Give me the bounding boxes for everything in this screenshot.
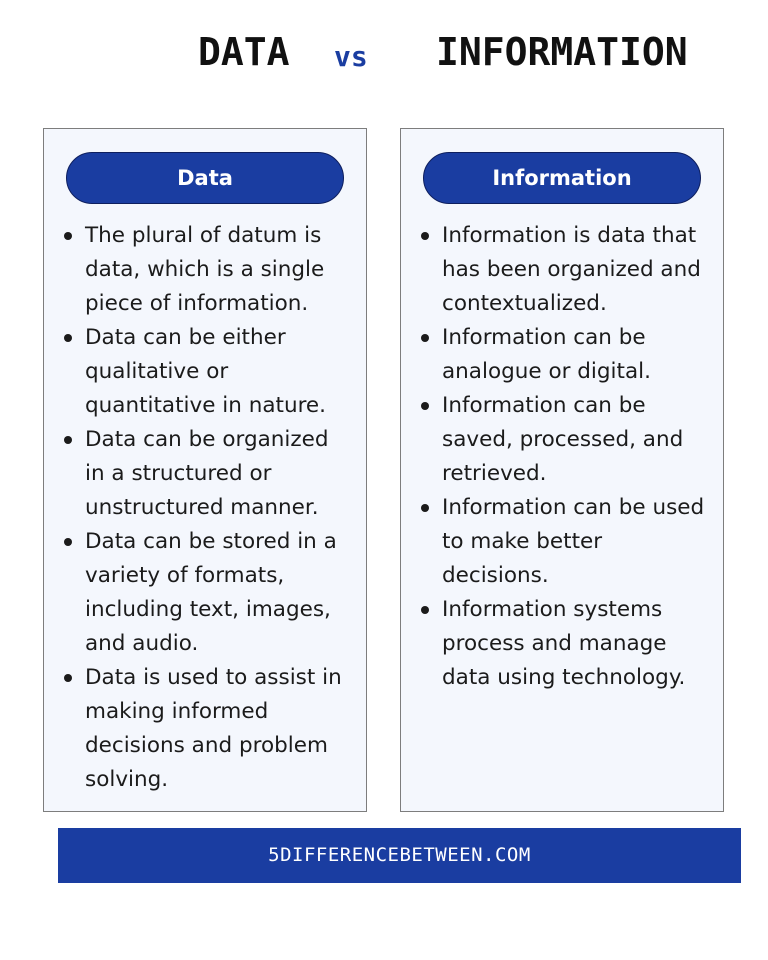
title-left-term: DATA — [198, 30, 290, 74]
list-item: Information can be saved, processed, and retrieved. — [401, 389, 719, 491]
data-points-list — [44, 219, 362, 797]
list-item: Information can be analogue or digital. — [401, 321, 719, 389]
list-item: The plural of datum is data, which is a single piece of information. — [44, 219, 362, 321]
information-heading-badge: Information — [423, 152, 701, 204]
page-title — [0, 30, 768, 80]
data-column — [43, 128, 367, 812]
information-points-list — [401, 219, 719, 695]
title-vs: vs — [334, 40, 368, 73]
footer-site-banner: 5DIFFERENCEBETWEEN.COM — [58, 828, 741, 883]
list-item: Data can be stored in a variety of formats, including text, images, and audio. — [44, 525, 362, 661]
list-item: Information systems process and manage data using technology. — [401, 593, 719, 695]
list-item: Data is used to assist in making informed decisions and problem solving. — [44, 661, 362, 797]
list-item: Data can be either qualitative or quantitative in nature. — [44, 321, 362, 423]
information-column — [400, 128, 724, 812]
list-item: Information can be used to make better decisions. — [401, 491, 719, 593]
list-item: Data can be organized in a structured or unstructured manner. — [44, 423, 362, 525]
title-right-term: INFORMATION — [436, 30, 688, 74]
list-item: Information is data that has been organized and contextualized. — [401, 219, 719, 321]
data-heading-badge: Data — [66, 152, 344, 204]
